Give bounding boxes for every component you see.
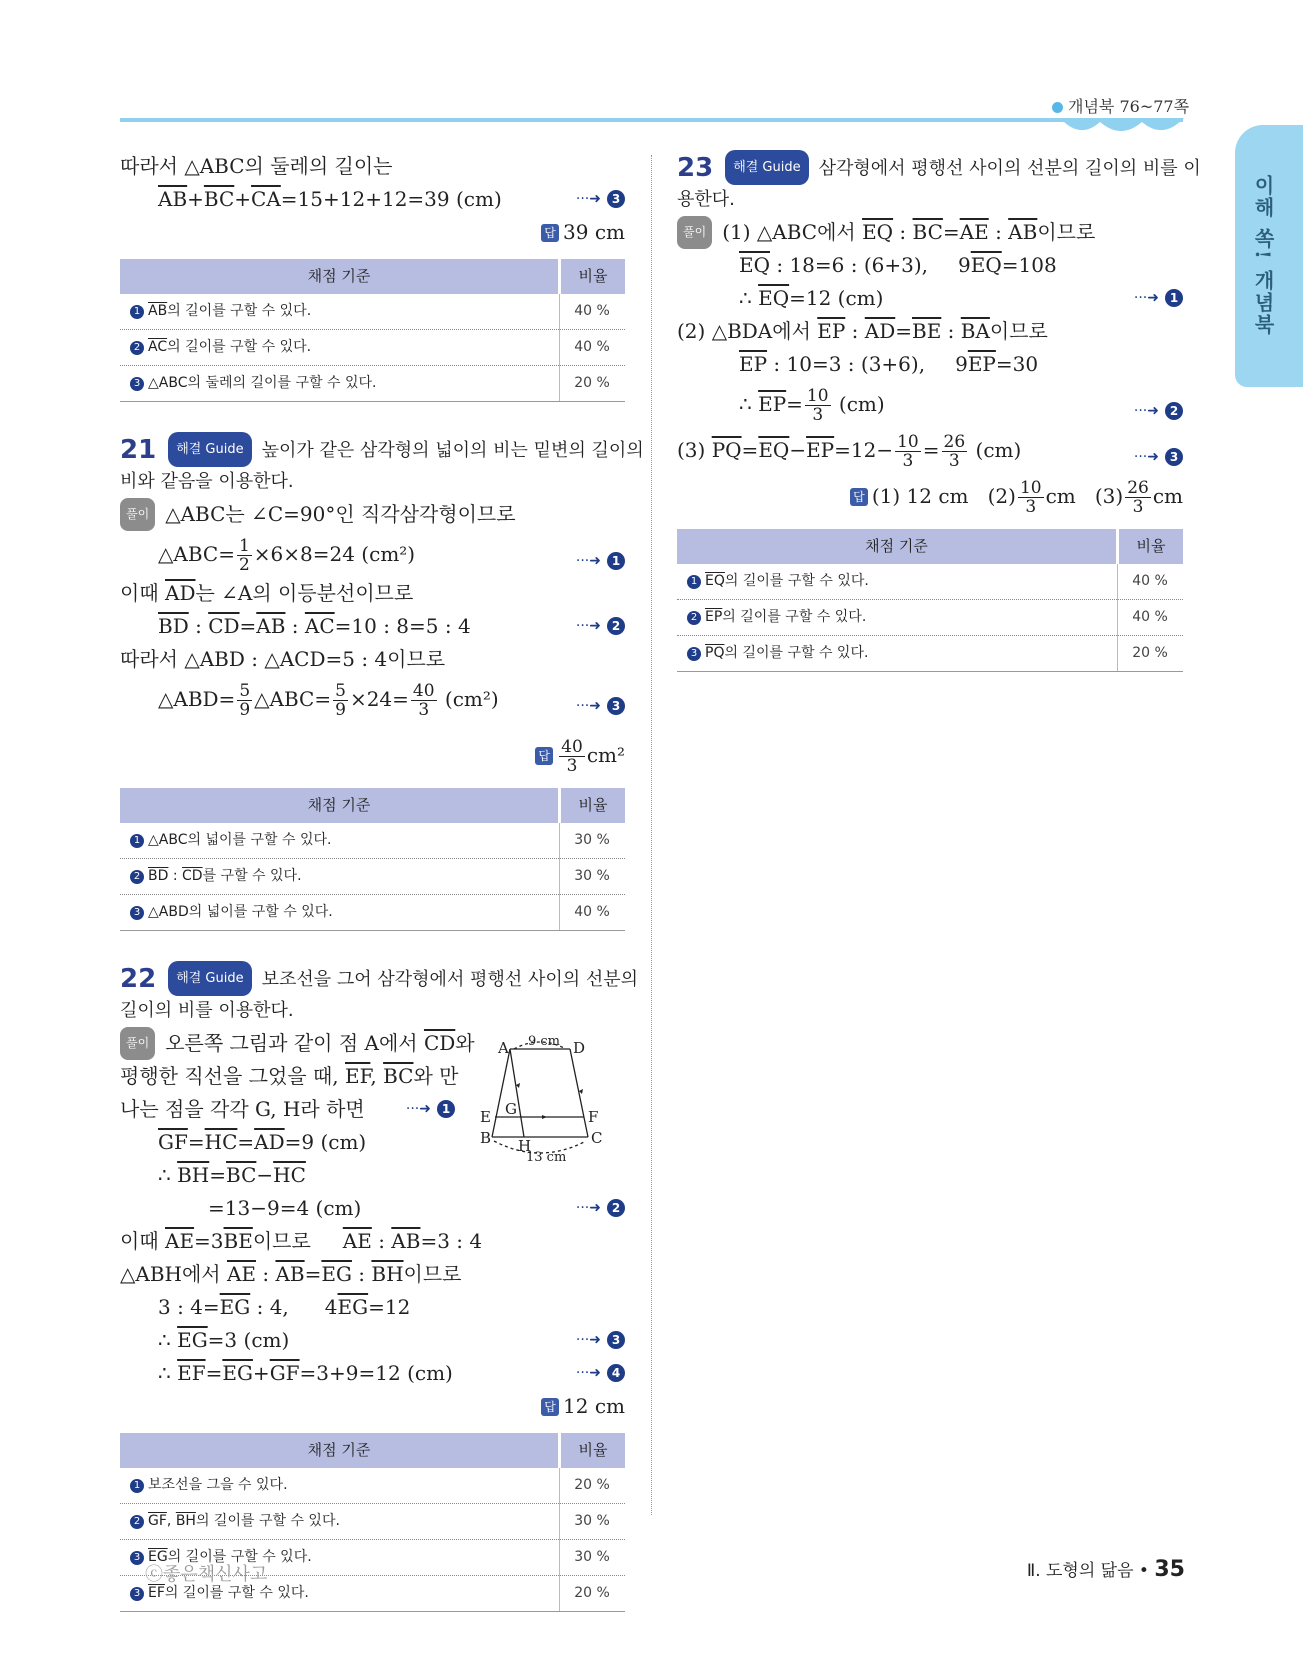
p22-grading-table: 채점 기준 비율 1 보조선을 그을 수 있다. 20 % 2 $\overline{GF}$, $\overline{BH}$의 길이를 구할 수 있다. 30 % 3 $\overline{EG}$의 길이를 구할 수 있다. 30 % 3 $\overline{EF}$의 길이를 구할 수 있다. 20 % bbox=[120, 1433, 625, 1612]
table-row: 1 $\overline{AB}$의 길이를 구할 수 있다. 40 % bbox=[120, 294, 625, 330]
p22-guide-cont: 길이의 비를 이용한다. bbox=[120, 1000, 294, 1021]
p20-grading-table: 채점 기준 비율 1 $\overline{AB}$의 길이를 구할 수 있다. 40 % 2 $\overline{AC}$의 길이를 구할 수 있다. 40 % 3 △ABC의 둘레의 길이를 구할 수 있다. 20 % bbox=[120, 259, 625, 402]
p23-line: $\overline{EP}$ : 10=3 : (3+6), $9\overline{EP}=30$ bbox=[739, 352, 1039, 376]
p22-line: =13−9=4 (cm) ···➜ 2 bbox=[120, 1192, 625, 1225]
p22-line: $\overline{GF}=\overline{HC}=\overline{AD}=9$ (cm) bbox=[158, 1130, 367, 1154]
p22-line: 평행한 직선을 그었을 때, $\overline{EF}$, $\overline{BC}$와 만 bbox=[120, 1064, 459, 1088]
answer-icon: 답 bbox=[850, 488, 868, 506]
label-D: D bbox=[573, 1039, 586, 1057]
left-column bbox=[120, 150, 644, 1642]
bullet-icon bbox=[1052, 102, 1063, 113]
p22-header: 22 해결 Guide 보조선을 그어 삼각형에서 평행선 사이의 선분의 bbox=[120, 961, 625, 994]
p21-header: 21 해결 Guide 높이가 같은 삼각형의 넓이의 비는 밑변의 길이의 bbox=[120, 432, 625, 465]
p23-line: (2) △BDA에서 $\overline{EP}$ : $\overline{AD}=\overline{BE}$ : $\overline{BA}$이므로 bbox=[677, 319, 1048, 343]
p20-answer: 답 39 cm bbox=[120, 216, 625, 249]
page-number: 35 bbox=[1154, 1557, 1185, 1582]
table-row: 2 $\overline{AC}$의 길이를 구할 수 있다. 40 % bbox=[120, 330, 625, 366]
table-row: 1 △ABC의 넓이를 구할 수 있다. 30 % bbox=[120, 823, 625, 859]
page-reference: 개념북 76~77쪽 bbox=[1052, 94, 1189, 117]
p22-line: ∴ $\overline{EG}=3$ (cm) ···➜ 3 bbox=[120, 1324, 625, 1357]
answer-icon: 답 bbox=[535, 747, 553, 765]
column-divider bbox=[651, 155, 652, 1515]
p22-line: 3 : $4=\overline{EG}$ : 4, $4\overline{EG}=12$ bbox=[158, 1295, 411, 1319]
p22-line: 이때 $\overline{AE}=3\overline{BE}$이므로 $\overline{AE}$ : $\overline{AB}=3$ : 4 bbox=[120, 1229, 483, 1253]
p23-line: ∴ $\overline{EP}=$ $\frac{10}{3}$ (cm) ···➜ 2 bbox=[677, 381, 1183, 427]
right-column bbox=[677, 150, 1201, 702]
answer-icon: 답 bbox=[541, 224, 559, 242]
p23-line: (3) $\overline{PQ}=\overline{EQ}-\overline{EP}=12-$ $\frac{10}{3}$ = $\frac{26}{3}$ (cm) ···➜ 3 bbox=[677, 427, 1183, 473]
p22-answer: 답 12 cm bbox=[120, 1390, 625, 1423]
p22-line: ∴ $\overline{EF}=\overline{EG}+\overline{GF}=3+9=12$ (cm) ···➜ 4 bbox=[120, 1357, 625, 1390]
table-row: 3 $\overline{EG}$의 길이를 구할 수 있다. 30 % bbox=[120, 1540, 625, 1576]
label-H: H bbox=[518, 1137, 532, 1155]
p21-line: 이때 $\overline{AD}$는 ∠A의 이등분선이므로 bbox=[120, 581, 414, 605]
p21-line: △ABC= $\frac{1}{2}$ ×6×8=24 (cm²) ···➜ 1 bbox=[120, 531, 625, 577]
p23-header: 23 해결 Guide 삼각형에서 평행선 사이의 선분의 길이의 비를 이 bbox=[677, 150, 1183, 183]
label-F: F bbox=[588, 1108, 599, 1126]
label-C: C bbox=[591, 1129, 603, 1147]
answer-icon: 답 bbox=[541, 1398, 559, 1416]
p21-line: $\overline{BD}$ : $\overline{CD}=\overline{AB}$ : $\overline{AC}=10$ : 8=5 : 4 ···➜ 2 bbox=[120, 610, 625, 643]
label-G: G bbox=[505, 1100, 517, 1118]
p22-line: ∴ $\overline{BH}=\overline{BC}-\overline{HC}$ bbox=[158, 1163, 306, 1187]
p21-line: 따라서 △ABD : △ACD=5 : 4이므로 bbox=[120, 647, 446, 671]
header-rule bbox=[120, 118, 1183, 122]
p23-guide-cont: 용한다. bbox=[677, 189, 735, 210]
copyright: ⓒ좋은책신사고 bbox=[145, 1564, 268, 1585]
p22-body bbox=[120, 1027, 625, 1225]
p21-guide-cont: 비와 같음을 이용한다. bbox=[120, 471, 294, 492]
p22-line: 풀이 오른쪽 그림과 같이 점 A에서 $\overline{CD}$와 bbox=[120, 1027, 625, 1060]
p20-line: $\overline{AB}+\overline{BC}+\overline{CA}=15+12+12=39$ (cm) ···➜ 3 bbox=[120, 183, 625, 216]
p23-grading-table: 채점 기준 비율 1 $\overline{EQ}$의 길이를 구할 수 있다. 40 % 2 $\overline{EP}$의 길이를 구할 수 있다. 40 % 3 $\overline{PQ}$의 길이를 구할 수 있다. 20 % bbox=[677, 529, 1183, 672]
table-row: 3 △ABC의 둘레의 길이를 구할 수 있다. 20 % bbox=[120, 366, 625, 402]
table-row: 1 $\overline{EQ}$의 길이를 구할 수 있다. 40 % bbox=[677, 564, 1183, 600]
label-A: A bbox=[498, 1039, 509, 1057]
page-footer: Ⅱ. 도형의 닮음 • 35 bbox=[1026, 1557, 1185, 1582]
p21-answer: 답 $\frac{40}{3}$ cm² bbox=[120, 732, 625, 778]
p21-line: 풀이 △ABC는 ∠C=90°인 직각삼각형이므로 bbox=[120, 498, 625, 531]
p20-line: 따라서 △ABC의 둘레의 길이는 bbox=[120, 154, 393, 178]
label-top-length: 9 cm bbox=[528, 1034, 561, 1049]
p23-line: 풀이 (1) △ABC에서 $\overline{EQ}$ : $\overline{BC}=\overline{AE}$ : $\overline{AB}$이므로 bbox=[677, 216, 1183, 249]
side-tab: 이해 쏙! 개념북 bbox=[1235, 125, 1303, 387]
label-E: E bbox=[480, 1108, 491, 1126]
p23-line: $\overline{EQ}$ : 18=6 : (6+3), $9\overline{EQ}=108$ bbox=[739, 253, 1057, 277]
label-B: B bbox=[480, 1129, 492, 1147]
table-row: 2 $\overline{EP}$의 길이를 구할 수 있다. 40 % bbox=[677, 600, 1183, 636]
header-wave-decoration bbox=[1060, 118, 1184, 136]
p21-line: △ABD= $\frac{5}{9}$ △ABC= $\frac{5}{9}$ ×24= $\frac{40}{3}$ (cm²) ···➜ 3 bbox=[120, 676, 625, 722]
p21-grading-table: 채점 기준 비율 1 △ABC의 넓이를 구할 수 있다. 30 % 2 $\overline{BD}$ : $\overline{CD}$를 구할 수 있다. 30 % 3 △ABD의 넓이를 구할 수 있다. 40 % bbox=[120, 788, 625, 931]
table-row: 3 $\overline{EF}$의 길이를 구할 수 있다. 20 % bbox=[120, 1576, 625, 1612]
table-row: 1 보조선을 그을 수 있다. 20 % bbox=[120, 1468, 625, 1504]
p23-line: ∴ $\overline{EQ}=12$ (cm) ···➜ 1 bbox=[677, 282, 1183, 315]
step-marker: ···➜ 3 bbox=[576, 183, 625, 216]
p22-line: 나는 점을 각각 G, H라 하면 ···➜ 1 bbox=[120, 1093, 455, 1126]
table-row: 3 △ABD의 넓이를 구할 수 있다. 40 % bbox=[120, 895, 625, 931]
label-bottom-length: 13 cm bbox=[526, 1150, 567, 1162]
table-row: 2 $\overline{BD}$ : $\overline{CD}$를 구할 수 있다. 30 % bbox=[120, 859, 625, 895]
p23-answer: 답 (1) 12 cm (2) $\frac{10}{3}$ cm (3) $\frac{26}{3}$ cm bbox=[677, 473, 1183, 519]
table-row: 2 $\overline{GF}$, $\overline{BH}$의 길이를 구할 수 있다. 30 % bbox=[120, 1504, 625, 1540]
p22-line: △ABH에서 $\overline{AE}$ : $\overline{AB}=\overline{EG}$ : $\overline{BH}$이므로 bbox=[120, 1262, 462, 1286]
table-row: 3 $\overline{PQ}$의 길이를 구할 수 있다. 20 % bbox=[677, 636, 1183, 672]
